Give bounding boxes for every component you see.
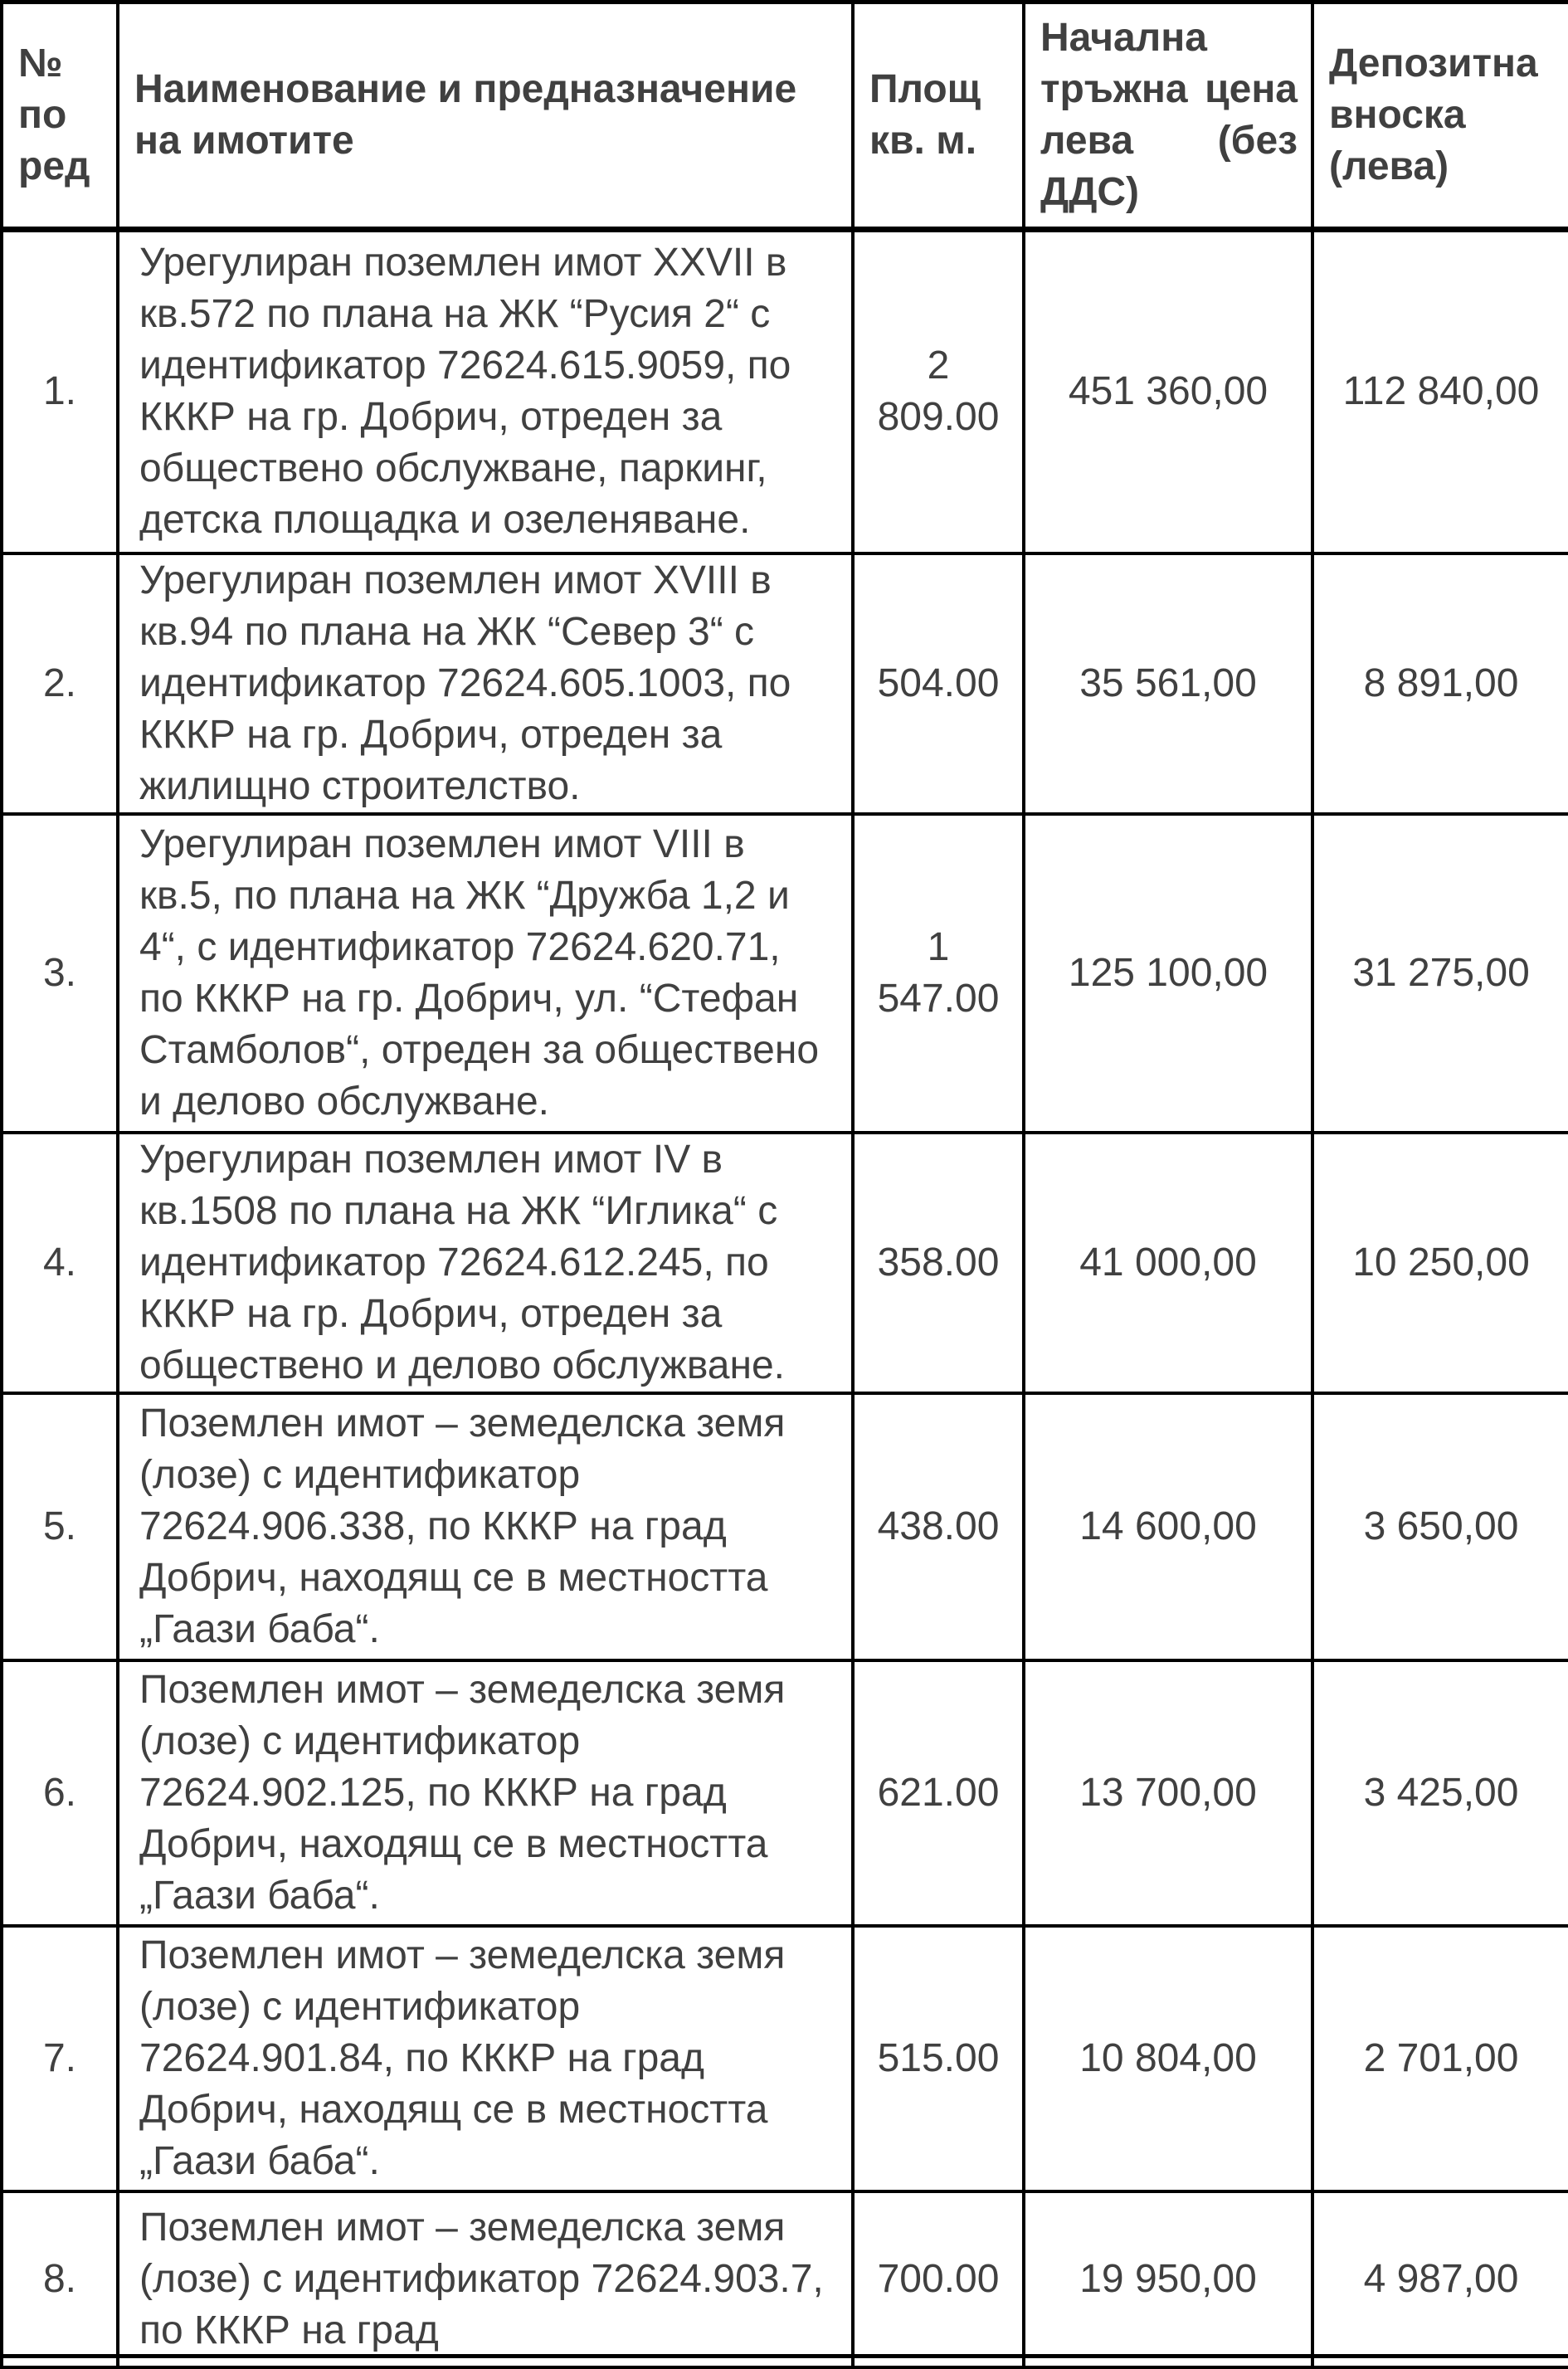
row-number: 3. xyxy=(2,814,118,1133)
table-row xyxy=(2,553,1568,814)
row-number: 5. xyxy=(2,1393,118,1660)
cell-area: 2 809.00 xyxy=(853,230,1024,553)
table-row xyxy=(2,1660,1568,1926)
cell-deposit: 3 650,00 xyxy=(1312,1393,1568,1660)
cell-start-price: 451 360,00 xyxy=(1024,230,1312,553)
cell-deposit: 2 701,00 xyxy=(1312,1926,1568,2191)
cell-description: Поземлен имот – земеделска земя (лозе) с идентификатор 72624.906.338, по КККР на град Добрич, находящ се в местността „Гаази баба“. xyxy=(118,1393,853,1660)
cell-description: Поземлен имот – земеделска земя (лозе) с идентификатор 72624.903.7, по КККР на град xyxy=(118,2191,853,2367)
row-number: 6. xyxy=(2,1660,118,1926)
table-row xyxy=(2,1926,1568,2191)
cell-deposit: 3 425,00 xyxy=(1312,1660,1568,1926)
cell-deposit: 10 250,00 xyxy=(1312,1133,1568,1393)
cell-description: Урегулиран поземлен имот IV в кв.1508 по плана на ЖК “Иглика“ с идентификатор 72624.612.245, по КККР на гр. Добрич, отреден за обществено и делово обслужване. xyxy=(118,1133,853,1393)
row-number: 2. xyxy=(2,553,118,814)
header-row xyxy=(2,2,1568,230)
row-number: 8. xyxy=(2,2191,118,2367)
cell-description: Урегулиран поземлен имот XVIII в кв.94 по плана на ЖК “Север 3“ с идентификатор 72624.605.1003, по КККР на гр. Добрич, отреден за жилищно строителство. xyxy=(118,553,853,814)
table-row xyxy=(2,230,1568,553)
row-number: 7. xyxy=(2,1926,118,2191)
table-body xyxy=(2,230,1568,2367)
cell-area: 700.00 xyxy=(853,2191,1024,2367)
cell-deposit: 8 891,00 xyxy=(1312,553,1568,814)
cell-deposit: 4 987,00 xyxy=(1312,2191,1568,2367)
cell-description: Поземлен имот – земеделска земя (лозе) с идентификатор 72624.902.125, по КККР на град Добрич, находящ се в местността „Гаази баба“. xyxy=(118,1660,853,1926)
cell-start-price: 125 100,00 xyxy=(1024,814,1312,1133)
table-row xyxy=(2,1133,1568,1393)
cell-deposit: 31 275,00 xyxy=(1312,814,1568,1133)
col-header-deposit: Депозитна вноска (лева) xyxy=(1312,2,1568,230)
table-row xyxy=(2,1393,1568,1660)
col-header-name-purpose: Наименование и предназначение на имотите xyxy=(118,2,853,230)
cell-start-price: 14 600,00 xyxy=(1024,1393,1312,1660)
col-header-area: Площ кв. м. xyxy=(853,2,1024,230)
cell-start-price: 10 804,00 xyxy=(1024,1926,1312,2191)
cell-area: 504.00 xyxy=(853,553,1024,814)
cell-description: Урегулиран поземлен имот VIII в кв.5, по плана на ЖК “Дружба 1,2 и 4“, с идентификатор 72624.620.71, по КККР на гр. Добрич, ул. “Стефан Стамболов“, отреден за обществено и делово обслужване. xyxy=(118,814,853,1133)
col-header-start-price: Начална тръжна цена лева (без ДДС) xyxy=(1024,2,1312,230)
cell-area: 1 547.00 xyxy=(853,814,1024,1133)
cell-start-price: 13 700,00 xyxy=(1024,1660,1312,1926)
table-header xyxy=(2,2,1568,230)
table-row xyxy=(2,2191,1568,2367)
row-number: 4. xyxy=(2,1133,118,1393)
cell-area: 515.00 xyxy=(853,1926,1024,2191)
cell-description: Поземлен имот – земеделска земя (лозе) с идентификатор 72624.901.84, по КККР на град Добрич, находящ се в местността „Гаази баба“. xyxy=(118,1926,853,2191)
cell-area: 438.00 xyxy=(853,1393,1024,1660)
cell-start-price: 35 561,00 xyxy=(1024,553,1312,814)
cell-deposit: 112 840,00 xyxy=(1312,230,1568,553)
table-row xyxy=(2,814,1568,1133)
col-header-number: № по ред xyxy=(2,2,118,230)
cell-area: 621.00 xyxy=(853,1660,1024,1926)
row-number: 1. xyxy=(2,230,118,553)
cell-description: Урегулиран поземлен имот XXVII в кв.572 по плана на ЖК “Русия 2“ с идентификатор 72624.615.9059, по КККР на гр. Добрич, отреден за обществено обслужване, паркинг, детска площадка и озеленяване. xyxy=(118,230,853,553)
cell-start-price: 19 950,00 xyxy=(1024,2191,1312,2367)
cell-area: 358.00 xyxy=(853,1133,1024,1393)
cell-start-price: 41 000,00 xyxy=(1024,1133,1312,1393)
